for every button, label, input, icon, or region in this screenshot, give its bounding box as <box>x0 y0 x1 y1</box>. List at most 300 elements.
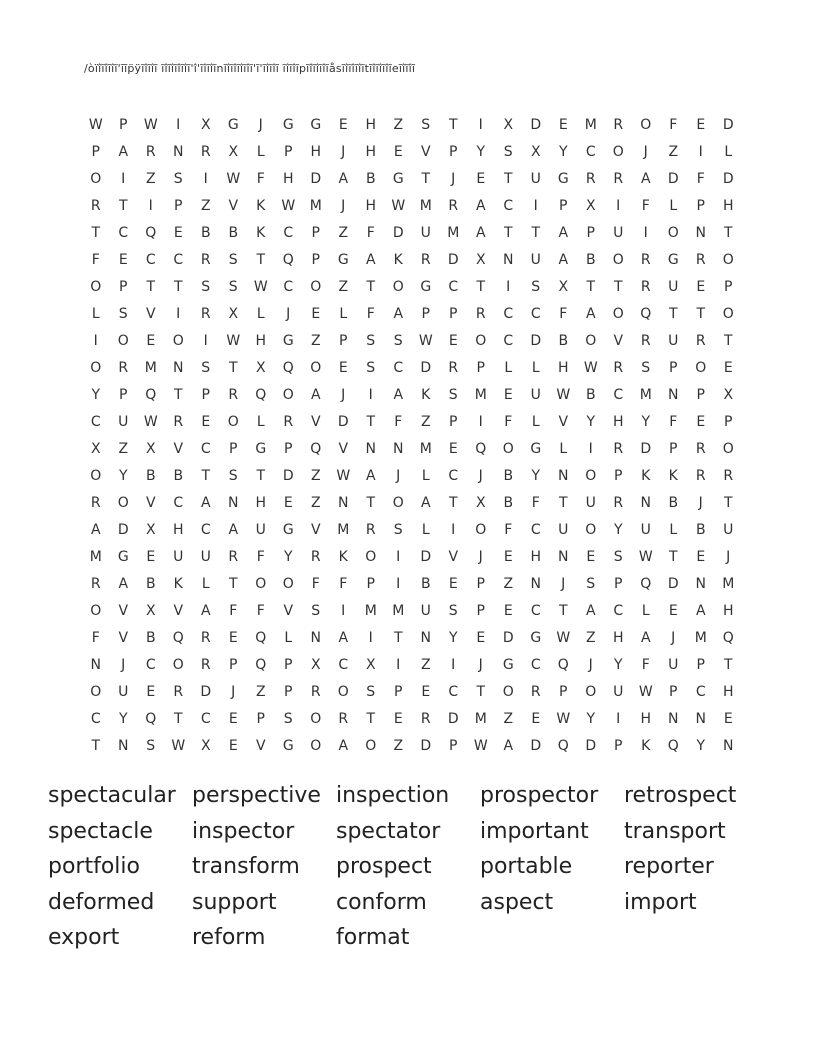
grid-letter: T <box>146 278 156 295</box>
word-item: retrospect <box>624 783 737 808</box>
grid-letter: C <box>448 683 459 700</box>
grid-letter: J <box>286 305 291 322</box>
word-item: spectator <box>336 818 441 844</box>
grid-letter: Z <box>668 143 679 160</box>
grid-letter: Q <box>255 629 267 646</box>
grid-letter: L <box>504 359 513 376</box>
grid-letter: I <box>616 197 621 214</box>
grid-letter: V <box>173 440 184 457</box>
grid-letter: R <box>118 359 129 376</box>
word-list <box>48 778 768 956</box>
grid-letter: O <box>722 305 734 322</box>
grid-letter: Q <box>722 629 734 646</box>
grid-letter: L <box>641 602 650 619</box>
grid-letter: S <box>146 737 156 754</box>
grid-letter: U <box>668 656 679 673</box>
grid-letter: T <box>366 710 376 727</box>
grid-letter: M <box>419 197 432 214</box>
grid-letter: C <box>530 305 541 322</box>
grid-letter: B <box>228 224 239 241</box>
grid-letter: R <box>613 494 624 511</box>
grid-letter: K <box>256 224 266 241</box>
grid-letter: B <box>668 494 679 511</box>
grid-letter: A <box>585 602 596 619</box>
grid-letter: V <box>448 548 459 565</box>
grid-letter: V <box>420 143 431 160</box>
grid-letter: N <box>695 224 706 241</box>
grid-letter: O <box>310 710 322 727</box>
grid-letter: O <box>282 575 294 592</box>
grid-letter: F <box>669 413 678 430</box>
grid-letter: D <box>447 710 459 727</box>
grid-letter: A <box>365 467 376 484</box>
grid-letter: N <box>558 467 569 484</box>
grid-letter: N <box>173 359 184 376</box>
grid-letter: T <box>448 494 458 511</box>
grid-letter: E <box>723 359 733 376</box>
grid-letter: P <box>669 359 678 376</box>
grid-letter: P <box>284 440 293 457</box>
grid-letter: Z <box>310 332 321 349</box>
grid-letter: J <box>231 683 236 700</box>
grid-letter: E <box>338 116 348 133</box>
grid-letter: H <box>365 116 377 133</box>
grid-letter: E <box>531 710 541 727</box>
grid-letter: C <box>530 656 541 673</box>
grid-letter: R <box>173 413 184 430</box>
grid-letter: H <box>722 197 734 214</box>
grid-letter: A <box>310 386 321 403</box>
grid-letter: I <box>148 197 153 214</box>
grid-letter: O <box>722 440 734 457</box>
grid-letter: M <box>144 359 157 376</box>
grid-letter: O <box>365 548 377 565</box>
grid-letter: K <box>256 197 266 214</box>
grid-letter: Z <box>393 116 404 133</box>
grid-letter: T <box>201 467 211 484</box>
grid-letter: N <box>393 440 404 457</box>
grid-letter: Y <box>283 548 293 565</box>
grid-letter: N <box>90 656 101 673</box>
grid-letter: O <box>695 359 707 376</box>
grid-letter: I <box>203 332 208 349</box>
grid-letter: Y <box>118 710 128 727</box>
grid-letter: A <box>420 494 431 511</box>
grid-letter: A <box>338 170 349 187</box>
grid-letter: D <box>530 737 542 754</box>
grid-letter: H <box>255 494 267 511</box>
grid-letter: E <box>228 737 238 754</box>
grid-letter: P <box>311 251 320 268</box>
grid-letter: P <box>449 143 458 160</box>
grid-letter: Q <box>557 656 569 673</box>
grid-letter: Y <box>586 710 596 727</box>
grid-letter: U <box>640 521 651 538</box>
grid-letter: C <box>530 602 541 619</box>
grid-letter: H <box>722 683 734 700</box>
grid-letter: O <box>612 305 624 322</box>
grid-letter: S <box>448 386 458 403</box>
grid-row <box>82 435 742 462</box>
grid-letter: T <box>723 332 733 349</box>
word-item: reform <box>192 925 266 950</box>
grid-row <box>82 273 742 300</box>
grid-letter: J <box>588 656 593 673</box>
word-item: spectacular <box>48 783 176 808</box>
grid-letter: V <box>145 305 156 322</box>
grid-letter: T <box>723 224 733 241</box>
grid-letter: M <box>337 521 350 538</box>
grid-row <box>82 489 742 516</box>
grid-letter: P <box>476 575 485 592</box>
grid-letter: A <box>365 251 376 268</box>
grid-letter: T <box>613 278 623 295</box>
grid-letter: M <box>694 629 707 646</box>
grid-letter: P <box>91 143 100 160</box>
grid-letter: C <box>283 224 294 241</box>
grid-letter: S <box>393 332 403 349</box>
grid-letter: Y <box>448 629 458 646</box>
grid-letter: R <box>640 278 651 295</box>
grid-letter: D <box>447 251 459 268</box>
grid-letter: X <box>310 656 321 673</box>
grid-letter: O <box>310 359 322 376</box>
grid-letter: U <box>255 521 266 538</box>
grid-letter: L <box>531 413 540 430</box>
grid-letter: C <box>118 224 129 241</box>
grid-letter: O <box>255 575 267 592</box>
grid-letter: P <box>586 224 595 241</box>
grid-letter: N <box>668 710 679 727</box>
grid-letter: V <box>145 494 156 511</box>
grid-letter: O <box>365 737 377 754</box>
grid-letter: X <box>475 494 486 511</box>
grid-letter: V <box>255 737 266 754</box>
grid-letter: P <box>394 683 403 700</box>
grid-letter: A <box>90 521 101 538</box>
grid-letter: O <box>90 170 102 187</box>
grid-letter: T <box>366 494 376 511</box>
grid-letter: I <box>121 170 126 187</box>
grid-letter: U <box>118 413 129 430</box>
grid-letter: Q <box>145 386 157 403</box>
grid-letter: E <box>503 548 513 565</box>
grid-letter: S <box>366 683 376 700</box>
grid-letter: D <box>530 332 542 349</box>
grid-letter: A <box>640 629 651 646</box>
grid-letter: E <box>696 278 706 295</box>
grid-letter: N <box>723 737 734 754</box>
grid-letter: O <box>117 332 129 349</box>
grid-letter: L <box>559 440 568 457</box>
grid-letter: S <box>448 602 458 619</box>
grid-letter: E <box>476 170 486 187</box>
word-item: conform <box>336 889 427 915</box>
grid-letter: K <box>338 548 348 565</box>
grid-letter: F <box>366 305 375 322</box>
grid-letter: C <box>613 602 624 619</box>
grid-letter: T <box>448 116 458 133</box>
grid-letter: X <box>200 737 211 754</box>
grid-letter: Z <box>255 683 266 700</box>
grid-letter: P <box>229 440 238 457</box>
grid-letter: I <box>93 332 98 349</box>
grid-letter: L <box>91 305 100 322</box>
grid-letter: X <box>558 278 569 295</box>
grid-letter: T <box>531 224 541 241</box>
grid-letter: V <box>310 521 321 538</box>
word-item: inspection <box>336 783 450 808</box>
grid-letter: E <box>146 548 156 565</box>
grid-letter: G <box>667 251 679 268</box>
grid-letter: O <box>337 683 349 700</box>
grid-letter: L <box>669 521 678 538</box>
grid-letter: D <box>117 521 129 538</box>
grid-row <box>82 705 742 732</box>
grid-letter: E <box>228 710 238 727</box>
grid-row <box>82 624 742 651</box>
grid-letter: F <box>366 224 375 241</box>
grid-letter: H <box>365 197 377 214</box>
grid-letter: D <box>392 224 404 241</box>
grid-letter: C <box>173 251 184 268</box>
grid-letter: P <box>284 656 293 673</box>
grid-letter: E <box>503 386 513 403</box>
word-item: portable <box>480 854 573 879</box>
grid-letter: D <box>420 548 432 565</box>
grid-letter: O <box>585 467 597 484</box>
grid-letter: T <box>366 413 376 430</box>
grid-row <box>82 732 742 759</box>
grid-letter: X <box>145 521 156 538</box>
grid-letter: K <box>668 467 678 484</box>
grid-letter: T <box>668 548 678 565</box>
grid-letter: T <box>668 305 678 322</box>
grid-letter: D <box>310 170 322 187</box>
grid-letter: U <box>723 521 734 538</box>
grid-letter: T <box>696 305 706 322</box>
grid-letter: C <box>200 440 211 457</box>
grid-letter: W <box>171 737 186 754</box>
grid-letter: K <box>393 251 403 268</box>
grid-letter: T <box>393 629 403 646</box>
grid-letter: R <box>613 170 624 187</box>
grid-letter: L <box>256 413 265 430</box>
grid-letter: O <box>90 683 102 700</box>
grid-letter: W <box>336 467 351 484</box>
word-item: prospector <box>480 783 599 808</box>
grid-letter: G <box>282 332 294 349</box>
grid-letter: R <box>200 629 211 646</box>
grid-letter: K <box>173 575 183 592</box>
grid-letter: S <box>228 467 238 484</box>
grid-letter: N <box>118 737 129 754</box>
grid-letter: N <box>503 251 514 268</box>
grid-letter: D <box>200 683 212 700</box>
grid-letter: J <box>341 143 346 160</box>
grid-letter: C <box>503 197 514 214</box>
grid-letter: W <box>556 386 571 403</box>
grid-letter: Z <box>420 656 431 673</box>
grid-letter: E <box>696 116 706 133</box>
grid-letter: L <box>421 521 430 538</box>
grid-letter: A <box>393 386 404 403</box>
grid-letter: B <box>145 467 156 484</box>
grid-letter: P <box>119 386 128 403</box>
grid-row <box>82 408 742 435</box>
grid-letter: W <box>391 197 406 214</box>
word-item: reporter <box>624 854 714 879</box>
grid-letter: E <box>228 629 238 646</box>
grid-letter: Z <box>420 413 431 430</box>
grid-letter: R <box>228 548 239 565</box>
grid-letter: B <box>503 467 514 484</box>
grid-letter: S <box>118 305 128 322</box>
grid-letter: E <box>201 413 211 430</box>
grid-letter: G <box>502 656 514 673</box>
grid-letter: R <box>695 440 706 457</box>
grid-letter: I <box>396 656 401 673</box>
grid-letter: U <box>585 494 596 511</box>
grid-letter: E <box>668 602 678 619</box>
grid-letter: H <box>722 602 734 619</box>
grid-letter: E <box>338 359 348 376</box>
grid-letter: Z <box>503 575 514 592</box>
grid-letter: R <box>613 359 624 376</box>
grid-letter: I <box>451 521 456 538</box>
grid-letter: O <box>612 143 624 160</box>
grid-letter: S <box>366 332 376 349</box>
grid-letter: U <box>118 683 129 700</box>
grid-letter: O <box>227 413 239 430</box>
grid-letter: R <box>640 251 651 268</box>
grid-letter: P <box>449 737 458 754</box>
grid-letter: D <box>530 116 542 133</box>
grid-letter: N <box>365 440 376 457</box>
grid-letter: O <box>172 656 184 673</box>
grid-letter: I <box>506 278 511 295</box>
grid-letter: P <box>476 602 485 619</box>
grid-letter: M <box>474 386 487 403</box>
grid-letter: M <box>474 710 487 727</box>
grid-letter: E <box>393 710 403 727</box>
grid-letter: N <box>228 494 239 511</box>
grid-letter: O <box>282 386 294 403</box>
grid-letter: E <box>503 602 513 619</box>
grid-letter: N <box>338 494 349 511</box>
grid-letter: W <box>226 170 241 187</box>
grid-letter: S <box>366 359 376 376</box>
grid-letter: I <box>176 305 181 322</box>
word-item: transport <box>624 818 726 844</box>
grid-letter: S <box>228 278 238 295</box>
grid-letter: U <box>420 224 431 241</box>
grid-letter: I <box>643 224 648 241</box>
grid-letter: E <box>146 332 156 349</box>
grid-letter: P <box>669 440 678 457</box>
grid-letter: C <box>530 521 541 538</box>
grid-letter: O <box>667 224 679 241</box>
grid-letter: I <box>616 710 621 727</box>
grid-letter: P <box>449 305 458 322</box>
grid-letter: C <box>173 494 184 511</box>
grid-letter: I <box>368 386 373 403</box>
grid-letter: J <box>341 197 346 214</box>
grid-letter: Z <box>145 170 156 187</box>
grid-letter: Y <box>91 386 101 403</box>
grid-letter: C <box>283 278 294 295</box>
grid-letter: N <box>420 629 431 646</box>
grid-letter: I <box>396 575 401 592</box>
grid-letter: G <box>282 116 294 133</box>
grid-letter: A <box>338 629 349 646</box>
grid-letter: X <box>475 251 486 268</box>
grid-letter: T <box>118 197 128 214</box>
grid-letter: R <box>585 170 596 187</box>
grid-letter: A <box>200 494 211 511</box>
grid-letter: U <box>668 332 679 349</box>
grid-letter: M <box>584 116 597 133</box>
grid-letter: P <box>284 683 293 700</box>
grid-letter: F <box>311 575 320 592</box>
grid-letter: Y <box>558 143 568 160</box>
grid-letter: R <box>310 548 321 565</box>
grid-letter: I <box>203 170 208 187</box>
grid-letter: W <box>143 413 158 430</box>
grid-letter: J <box>671 629 676 646</box>
grid-letter: E <box>173 224 183 241</box>
grid-letter: L <box>284 629 293 646</box>
grid-letter: X <box>723 386 734 403</box>
word-item: prospect <box>336 854 432 879</box>
grid-letter: R <box>420 251 431 268</box>
grid-letter: S <box>586 575 596 592</box>
grid-letter: F <box>696 170 705 187</box>
letter-grid <box>82 111 742 759</box>
grid-letter: P <box>256 710 265 727</box>
grid-letter: T <box>723 494 733 511</box>
grid-letter: O <box>585 332 597 349</box>
grid-letter: F <box>256 602 265 619</box>
grid-letter: T <box>586 278 596 295</box>
grid-letter: F <box>256 548 265 565</box>
grid-letter: X <box>145 602 156 619</box>
grid-letter: E <box>311 305 321 322</box>
grid-letter: Q <box>667 737 679 754</box>
grid-letter: K <box>641 467 651 484</box>
grid-letter: Y <box>613 521 623 538</box>
grid-letter: F <box>641 656 650 673</box>
grid-letter: Q <box>282 359 294 376</box>
grid-letter: H <box>557 359 569 376</box>
grid-letter: T <box>723 656 733 673</box>
grid-letter: G <box>255 440 267 457</box>
grid-letter: U <box>613 224 624 241</box>
grid-letter: O <box>172 332 184 349</box>
grid-letter: L <box>339 305 348 322</box>
grid-letter: N <box>558 548 569 565</box>
grid-letter: Z <box>585 629 596 646</box>
grid-letter: R <box>448 359 459 376</box>
grid-letter: S <box>503 143 513 160</box>
grid-letter: P <box>119 116 128 133</box>
grid-letter: Z <box>503 710 514 727</box>
grid-letter: C <box>695 683 706 700</box>
grid-letter: S <box>283 710 293 727</box>
grid-letter: X <box>530 143 541 160</box>
word-item: spectacle <box>48 818 153 844</box>
grid-letter: D <box>640 440 652 457</box>
